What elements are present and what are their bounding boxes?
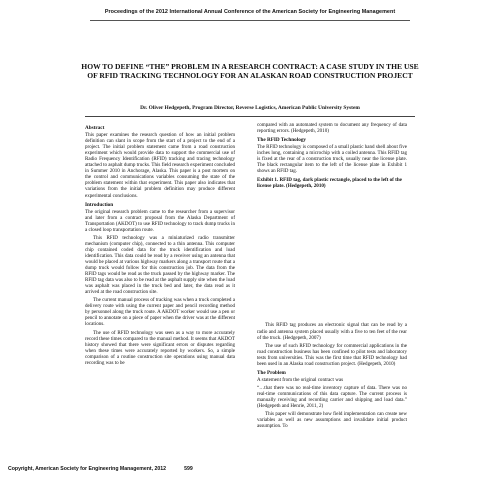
rfid-applications-paragraph: The use of such RFID technology for commercial applications in the road construction business has been confined to pilot tests and laboratory tests from universities. This was the first time that RFID technology had been used in an Alaska road construction project. (Hedgepeth, 2010)	[257, 342, 407, 367]
abstract-text: This paper examines the research question of how an initial problem definition can slant in scope from the start of a project to the end of a project. The initial problem statement came from a road construction experiment which would provide data to support the commercial use of Radio Frequency Identification (RFID) tracking and tracing technology attached to asphalt dump trucks. This field research experiment concluded in Summer 2010 in Anchorage, Alaska. This paper is a post mortem on the control and communications variables consuming the state of the problem statement within that experiment. This paper also indicates that variations from the initial problem definition may produce different experimental conclusions.	[85, 132, 235, 199]
abstract-heading: Abstract	[85, 125, 105, 131]
exhibit-1-figure	[257, 191, 407, 319]
intro-paragraph-4: The use of RFID technology was seen as a way to more accurately record these times compared to the manual method. It seems that AKDOT history showed that there were significant errors or disputes regarding when these times were accurately reported by workers. So, a simple comparison of a routine construction site operations using manual data recording was to be	[85, 329, 235, 366]
intro-continuation: compared with an automated system to document any frequency of data reporting errors. (Hedgepeth, 2010)	[257, 122, 407, 135]
problem-heading: The Problem	[257, 369, 286, 376]
paper-author: Dr. Oliver Hedgepeth, Program Director, Reverse Logistics, American Public University System	[140, 105, 360, 111]
intro-paragraph-2: This RFID technology was a miniaturized radio transmitter mechanism (computer chip), connected to a thin antenna. This computer chip contained coded data for the truck identification and load identification. This data could be read by a receiver using an antenna that would be placed at various highway markers along a transport route that a dump truck would follow for this construction job. The data from the RFID tags would be read as the truck passed by the highway marker. The RFID tag data was also to be read at the asphalt supply site when the load was asphalt was placed in the truck bed and later, the data read as it arrived at the road construction site.	[85, 234, 235, 296]
introduction-heading: Introduction	[85, 201, 114, 208]
rfid-technology-text: The RFID technology is composed of a small plastic hand shell about five inches long, containing a microchip with a coiled antenna. This RFID tag is fixed at the rear of a construction truck, usually near the license plate. The black rectangular item to the left of the license plate in Exhibit 1 shows an RFID tag.	[257, 144, 407, 175]
problem-paragraph-2: This paper will demonstrate how field implementation can create new variables as well as new assumptions and invalidate initial product assumption. To	[257, 411, 407, 430]
author-rule	[85, 116, 415, 117]
footer-copyright: Copyright, American Society for Engineering Management, 2012	[8, 466, 167, 472]
footer-page-number: 599	[184, 466, 193, 472]
page-footer	[8, 466, 268, 472]
rfid-signal-paragraph: This RFID tag produces an electronic signal that can be read by a radio and antenna system placed usually with a five to ten feet of the rear of the truck. (Hedgepeth, 2007)	[257, 322, 407, 341]
intro-paragraph-3: The current manual process of tracking was when a truck completed a delivery route with using the current paper and pencil recording method by personnel along the truck route. A AKDOT worker would use a pen or pencil to annotate on a piece of paper when the driver was at the different locations.	[85, 297, 235, 328]
paper-title: HOW TO DEFINE “THE” PROBLEM IN A RESEARCH CONTRACT: A CASE STUDY IN THE USE OF RFID TRACKING TECHNOLOGY FOR AN ALASKAN ROAD CONSTRUCTION PROJECT	[81, 62, 419, 80]
header-rule	[90, 20, 410, 21]
intro-paragraph-1: The original research problem came to the researcher from a supervisor and later from a contract proposal from the Alaska Department of Transportation (AKDOT) to use RFID technology to track dump trucks in a closed loop transportation route.	[85, 208, 235, 233]
exhibit-1-caption: Exhibit 1. RFID tag, dark plastic rectangle, placed to the left of the license plate. (Hedgepeth, 2010)	[257, 177, 402, 190]
rfid-technology-heading: The RFID Technology	[257, 137, 307, 144]
problem-quote: “…that there was no real-time inventory capture of data. There was no real-time communications of this data capture. The current process is manually receiving and recording carrier and shipping and load data.” (Hedgepeth and Henrie, 2011, 2)	[257, 384, 407, 410]
running-header: Proceedings of the 2012 International Annual Conference of the American Society for Engineering Management	[104, 9, 396, 15]
right-column	[257, 122, 407, 431]
problem-intro: A statement from the original contract was	[257, 376, 344, 383]
left-column	[85, 122, 235, 368]
